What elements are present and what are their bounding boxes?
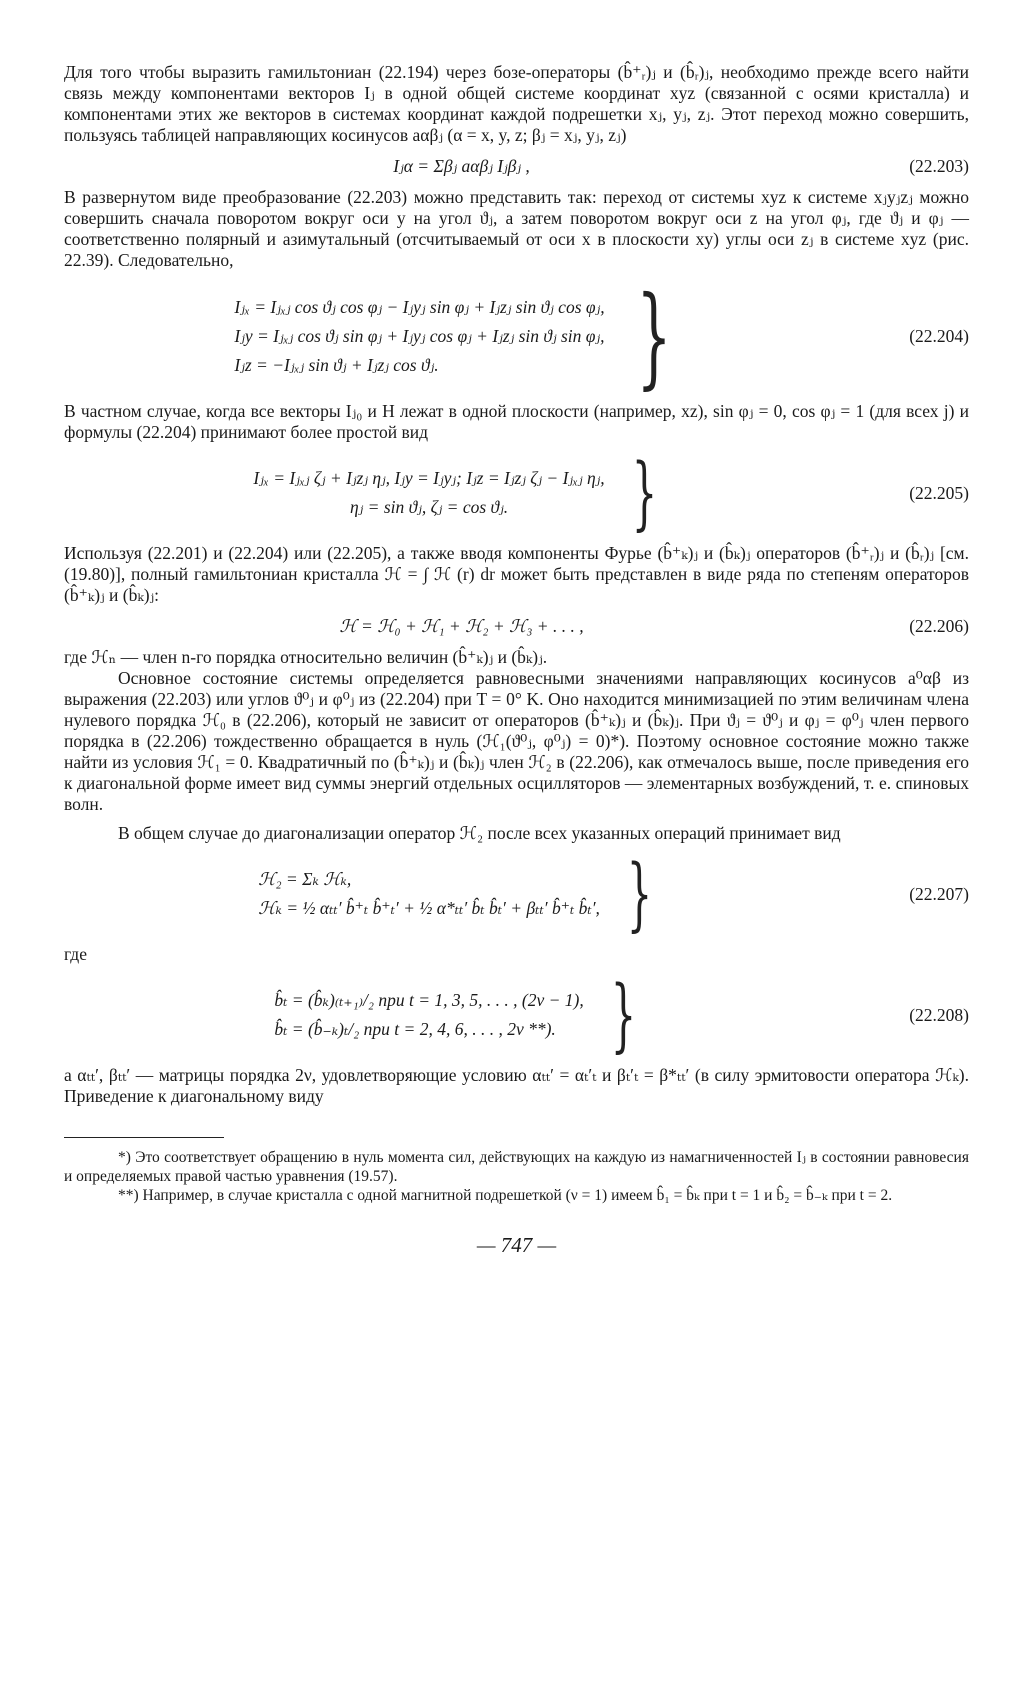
paragraph-8: где	[64, 944, 87, 964]
paragraph-3: В частном случае, когда все векторы Iⱼ₀ и H лежат в одной плоскости (например, xz), sin φⱼ = 0, cos φⱼ = 1 (для всех j) и формулы (22.204) принимают более простой вид	[64, 401, 969, 442]
equation-line: ηⱼ = sin ϑⱼ, ζⱼ = cos ϑⱼ.	[349, 497, 509, 517]
equation-line: b̂ₜ = (b̂ₖ)₍ₜ₊₁₎/₂ при t = 1, 3, 5, . . . , (2ν − 1),	[274, 990, 584, 1010]
paragraph-2: В развернутом виде преобразование (22.203) можно представить так: переход от системы xyz к системе xⱼyⱼzⱼ можно совершить сначала поворотом вокруг оси y на угол ϑⱼ, а затем поворотом вокруг оси z на угол φⱼ, где ϑⱼ и φⱼ — соответственно полярный и азимутальный (отсчитываемый от оси x в плоскости xy) углы оси zⱼ в системе xyz (рис. 22.39). Следовательно,	[64, 187, 969, 270]
equation-number: (22.205)	[909, 482, 969, 503]
right-brace: }	[636, 272, 672, 400]
equation-line: Iⱼₓ = Iⱼₓⱼ ζⱼ + Iⱼzⱼ ηⱼ, Iⱼy = Iⱼyⱼ; Iⱼz = Iⱼzⱼ ζⱼ − Iⱼₓⱼ ηⱼ,	[253, 468, 605, 488]
paragraph-7: В общем случае до диагонализации оператор ℋ₂ после всех указанных операций принимает вид	[118, 823, 841, 843]
equation-line: Iⱼy = Iⱼₓⱼ cos ϑⱼ sin φⱼ + Iⱼyⱼ cos φⱼ + Iⱼzⱼ sin ϑⱼ sin φⱼ,	[234, 325, 605, 346]
equation-22-204	[64, 272, 969, 400]
right-brace: }	[631, 446, 657, 539]
equation-line: Iⱼₓ = Iⱼₓⱼ cos ϑⱼ cos φⱼ − Iⱼyⱼ sin φⱼ + Iⱼzⱼ sin ϑⱼ cos φⱼ,	[234, 296, 605, 317]
paragraph-9: а αₜₜ′, βₜₜ′ — матрицы порядка 2ν, удовлетворяющие условию αₜₜ′ = αₜ′ₜ и βₜ′ₜ = β*ₜₜ′ (в силу эрмитовости оператора ℋₖ). Приведение к диагональному виду	[64, 1065, 969, 1106]
footnote-divider	[64, 1137, 224, 1138]
equation-22-206-body: ℋ = ℋ₀ + ℋ₁ + ℋ₂ + ℋ₃ + . . . ,	[339, 616, 584, 636]
page	[64, 62, 969, 1256]
footnote-1: *) Это соответствует обращению в нуль момента сил, действующих на каждую из намагниченностей Iⱼ в состоянии равновесия и определяемых правой частью уравнения (19.57).	[64, 1149, 969, 1185]
equation-line: ℋ₂ = Σₖ ℋₖ,	[258, 869, 352, 889]
equation-number: (22.204)	[909, 325, 969, 346]
equation-line: Iⱼz = −Iⱼₓⱼ sin ϑⱼ + Iⱼzⱼ cos ϑⱼ.	[234, 354, 439, 375]
equation-number: (22.203)	[909, 156, 969, 176]
equation-number: (22.206)	[909, 616, 969, 636]
equation-22-206	[64, 616, 969, 637]
page-number: — 747 —	[476, 1233, 557, 1257]
equation-22-203-body: Iⱼα = Σβⱼ aαβⱼ Iⱼβⱼ ,	[393, 156, 530, 176]
equation-22-205	[64, 446, 969, 539]
equation-line: b̂ₜ = (b̂₋ₖ)ₜ/₂ при t = 2, 4, 6, . . . , 2ν **).	[274, 1019, 556, 1039]
paragraph-5: где ℋₙ — член n-го порядка относительно величин (b̂⁺ₖ)ⱼ и (b̂ₖ)ⱼ.	[64, 647, 548, 667]
equation-number: (22.207)	[909, 883, 969, 904]
right-brace: }	[610, 968, 636, 1061]
equation-number: (22.208)	[909, 1004, 969, 1025]
right-brace: }	[626, 847, 653, 940]
equation-22-207	[64, 847, 969, 940]
equation-22-203	[64, 156, 969, 177]
paragraph-6: Основное состояние системы определяется равновесными значениями направляющих косинусов a⁰αβ из выражения (22.203) или углов ϑ⁰ⱼ и φ⁰ⱼ из (22.204) при T = 0° K. Оно находится минимизацией по этим величинам члена нулевого порядка ℋ₀ в (22.206), который не зависит от операторов (b̂⁺ₖ)ⱼ и (b̂ₖ)ⱼ. При ϑⱼ = ϑ⁰ⱼ и φⱼ = φ⁰ⱼ член первого порядка в (22.206) тождественно обращается в нуль (ℋ₁(ϑ⁰ⱼ, φ⁰ⱼ) = 0)*). Поэтому основное состояние можно также найти из условия ℋ₁ = 0. Квадратичный по (b̂⁺ₖ)ⱼ и (b̂ₖ)ⱼ член ℋ₂ в (22.206), как отмечалось выше, после приведения его к диагональной форме имеет вид суммы энергий отдельных осцилляторов — элементарных возбуждений, т. е. спиновых волн.	[64, 668, 969, 814]
paragraph-1: Для того чтобы выразить гамильтониан (22.194) через бозе-операторы (b̂⁺ᵣ)ⱼ и (b̂ᵣ)ⱼ, необходимо прежде всего найти связь между компонентами векторов Iⱼ в одной общей системе координат xyz (связанной с осями кристалла) и компонентами этих же векторов в системах координат каждой подрешетки xⱼ, yⱼ, zⱼ. Этот переход можно совершить, пользуясь таблицей направляющих косинусов aαβⱼ (α = x, y, z; βⱼ = xⱼ, yⱼ, zⱼ)	[64, 62, 969, 145]
equation-22-208	[64, 968, 969, 1061]
paragraph-4: Используя (22.201) и (22.204) или (22.205), а также вводя компоненты Фурье (b̂⁺ₖ)ⱼ и (b̂ₖ)ⱼ операторов (b̂⁺ᵣ)ⱼ и (b̂ᵣ)ⱼ [см. (19.80)], полный гамильтониан кристалла ℋ = ∫ ℋ (r) dr может быть представлен в виде ряда по степеням операторов (b̂⁺ₖ)ⱼ и (b̂ₖ)ⱼ:	[64, 543, 969, 605]
footnote-2: **) Например, в случае кристалла с одной магнитной подрешеткой (ν = 1) имеем b̂₁ = b̂ₖ при t = 1 и b̂₂ = b̂₋ₖ при t = 2.	[118, 1187, 893, 1204]
equation-line: ℋₖ = ½ αₜₜ′ b̂⁺ₜ b̂⁺ₜ′ + ½ α*ₜₜ′ b̂ₜ b̂ₜ′ + βₜₜ′ b̂⁺ₜ b̂ₜ′,	[258, 898, 600, 918]
